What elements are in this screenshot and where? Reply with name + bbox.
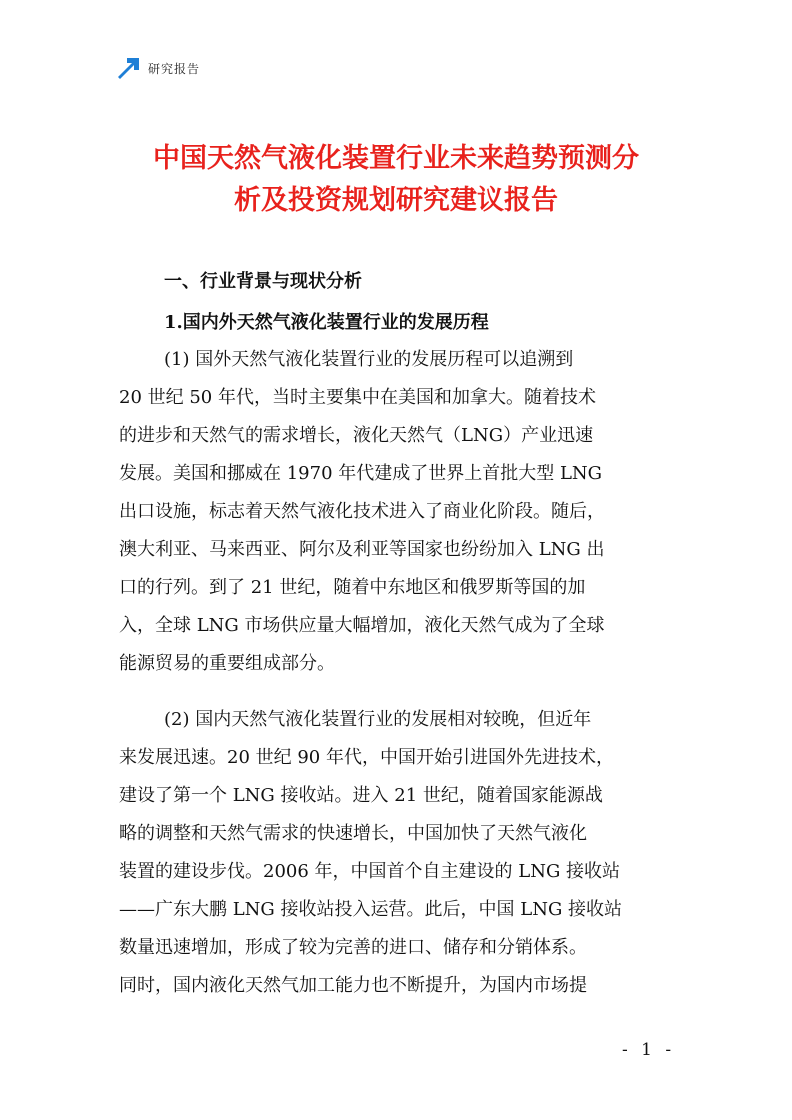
section-heading: 一、行业背景与现状分析: [164, 271, 362, 292]
paragraph-line: 20 世纪 50 年代，当时主要集中在美国和加拿大。随着技术: [119, 387, 596, 408]
paragraph-line: 入，全球 LNG 市场供应量大幅增加，液化天然气成为了全球: [119, 615, 605, 636]
page-number: - 1 -: [622, 1040, 676, 1060]
title-line-1: 中国天然气液化装置行业未来趋势预测分: [153, 143, 639, 174]
paragraph-line: 澳大利亚、马来西亚、阿尔及利亚等国家也纷纷加入 LNG 出: [119, 539, 605, 560]
report-title: [100, 138, 692, 222]
paragraph-2: [119, 701, 622, 1005]
paragraph-line: ——广东大鹏 LNG 接收站投入运营。此后，中国 LNG 接收站: [119, 899, 623, 920]
paragraph-line: 略的调整和天然气需求的快速增长，中国加快了天然气液化: [119, 823, 587, 844]
header-label: 研究报告: [148, 61, 201, 76]
title-line-2: 析及投资规划研究建议报告: [234, 185, 558, 216]
paragraph-1: [119, 341, 605, 683]
paragraph-line: 的进步和天然气的需求增长，液化天然气（LNG）产业迅速: [119, 425, 594, 446]
paragraph-line: 来发展迅速。20 世纪 90 年代，中国开始引进国外先进技术，: [119, 747, 614, 768]
paragraph-line: 装置的建设步伐。2006 年，中国首个自主建设的 LNG 接收站: [119, 861, 621, 882]
paragraph-line: 口的行列。到了 21 世纪，随着中东地区和俄罗斯等国的加: [119, 577, 586, 598]
paragraph-line: 发展。美国和挪威在 1970 年代建成了世界上首批大型 LNG: [119, 463, 603, 484]
paragraph-line: (2) 国内天然气液化装置行业的发展相对较晚，但近年: [164, 709, 592, 730]
paragraph-line: 能源贸易的重要组成部分。: [119, 653, 335, 674]
paragraph-line: 数量迅速增加，形成了较为完善的进口、储存和分销体系。: [119, 937, 587, 958]
report-header: [118, 56, 200, 80]
sub-heading: 1.国内外天然气液化装置行业的发展历程: [164, 312, 489, 333]
paragraph-line: (1) 国外天然气液化装置行业的发展历程可以追溯到: [164, 349, 574, 370]
paragraph-line: 出口设施，标志着天然气液化技术进入了商业化阶段。随后，: [119, 501, 605, 522]
paragraph-line: 建设了第一个 LNG 接收站。进入 21 世纪，随着国家能源战: [119, 785, 603, 806]
paragraph-line: 同时，国内液化天然气加工能力也不断提升，为国内市场提: [119, 975, 587, 996]
arrow-up-right-logo-icon: [118, 57, 140, 79]
